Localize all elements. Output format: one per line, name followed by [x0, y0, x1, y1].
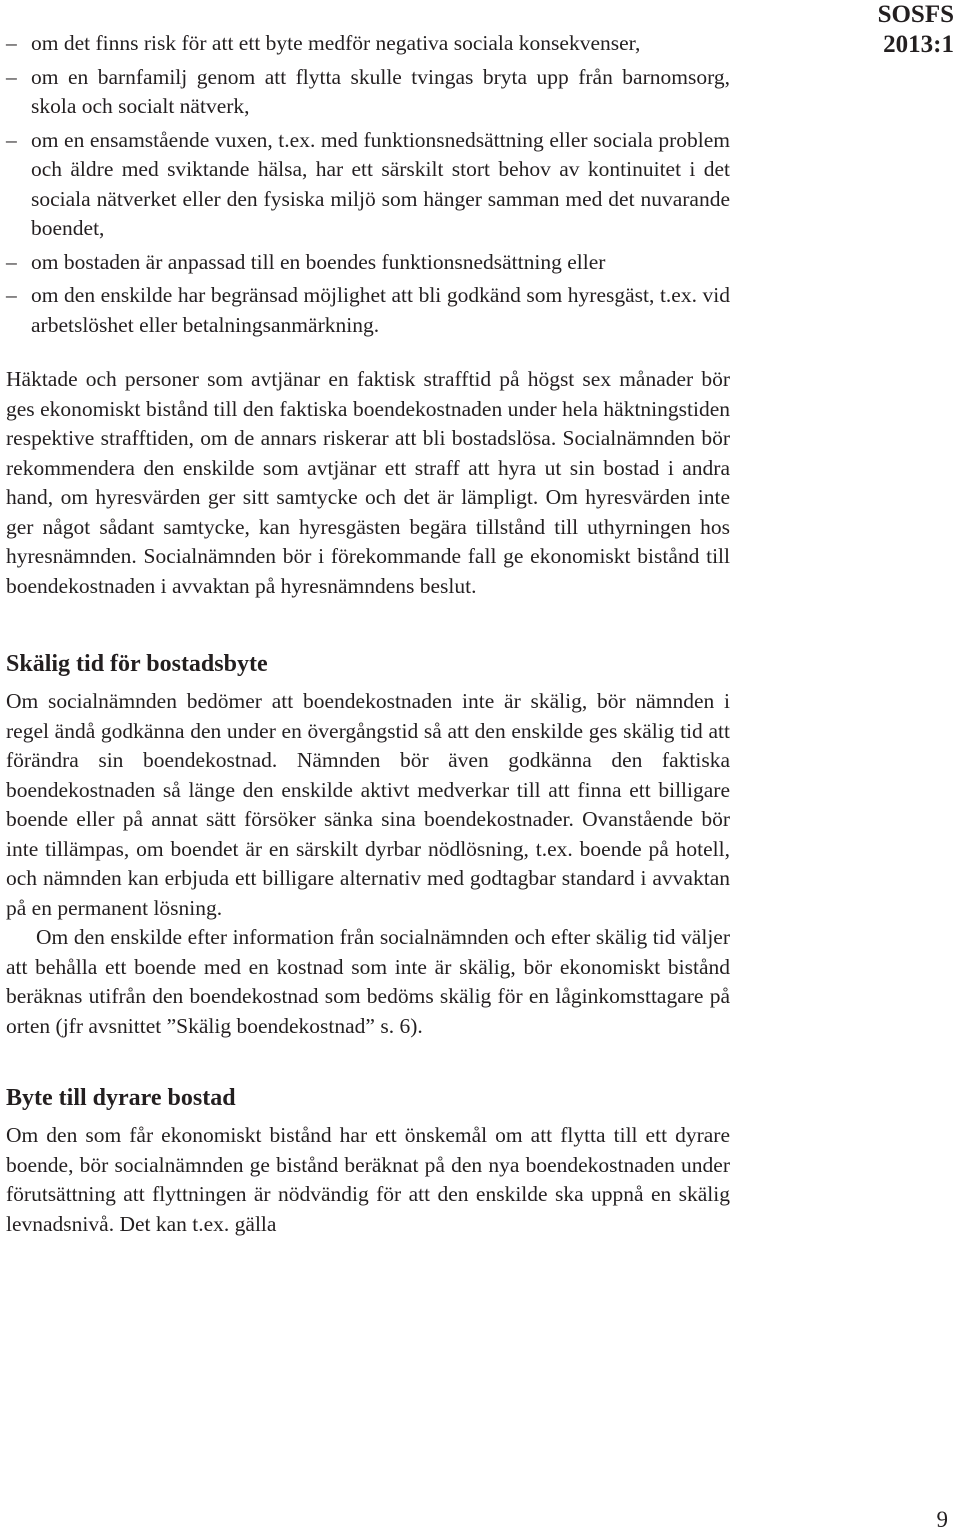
- list-item: – om en barnfamilj genom att flytta skulle tvingas bryta upp från barnomsorg, skola och socialt nätverk,: [6, 63, 730, 122]
- section-heading-reasonable-time: Skälig tid för bostadsbyte: [6, 651, 268, 677]
- document-identifier: [854, 0, 954, 60]
- page-number: 9: [936, 1507, 948, 1532]
- list-item: – om bostaden är anpassad till en boendes funktionsnedsättning eller: [6, 248, 730, 278]
- list-item: – om den enskilde har begränsad möjlighet att bli godkänd som hyresgäst, t.ex. vid arbetslöshet eller betalningsanmärkning.: [6, 281, 730, 340]
- paragraph-reasonable-time-2: Om den enskilde efter information från socialnämnden och efter skälig tid väljer att behålla ett boende med en kostnad som inte är skälig, bör ekonomiskt bistånd beräknas utifrån den boendekostnad som bedöms skälig för en låginkomsttagare på orten (jfr avsnittet ”Skälig boendekostnad” s. 6).: [6, 925, 730, 1038]
- paragraph-reasonable-time-1: Om socialnämnden bedömer att boendekostnaden inte är skälig, bör nämnden i regel ändå godkänna den under en övergångstid så att den enskilde ges skälig tid att förändra sin boendekostnad. Nämnden bör även godkänna den faktiska boendekostnaden så länge den enskilde aktivt medverkar till att finna ett billigare boende eller på annat sätt försöker sänka sina boendekostnader. Ovanstående bör inte tillämpas, om boendet är en särskilt dyrbar nödlösning, t.ex. boende på hotell, och nämnden kan erbjuda ett billigare alternativ med godtagbar standard i avvaktan på en permanent lösning.: [6, 689, 730, 920]
- paragraph-detained-persons: Häktade och personer som avtjänar en faktisk strafftid på högst sex månader bör ges ekonomiskt bistånd till den faktiska boendekostnaden under hela häktningstiden respektive strafftiden, om de annars riskerar att bli bostadslösa. Socialnämnden bör rekommendera den enskilde som avtjänar ett straff att hyra ut sin bostad i andra hand, om hyresvärden ger sitt samtycke och det är lämpligt. Om hyresvärden inte ger något sådant samtycke, kan hyresgästen begära tillstånd till uthyrningen hos hyresnämnden. Socialnämnden bör i förekommande fall ge ekonomiskt bistånd till boendekostnaden i avvaktan på hyresnämndens beslut.: [6, 367, 730, 598]
- criteria-list: [6, 29, 730, 340]
- section-heading-more-expensive-housing: Byte till dyrare bostad: [6, 1085, 236, 1111]
- list-item: – om en ensamstående vuxen, t.ex. med funktionsnedsättning eller sociala problem och äldre med sviktande hälsa, har ett särskilt stort behov av kontinuitet i det sociala nätverket eller den fysiska miljö som hänger samman med det nuvarande boendet,: [6, 126, 730, 244]
- doc-code: SOSFS: [877, 1, 954, 28]
- doc-number: 2013:1: [883, 31, 954, 58]
- page-content: [6, 29, 730, 1239]
- list-item: – om det finns risk för att ett byte medför negativa sociala konsekvenser,: [6, 29, 730, 59]
- paragraph-more-expensive-housing: Om den som får ekonomiskt bistånd har ett önskemål om att flytta till ett dyrare boende, bör socialnämnden ge bistånd beräknat på den nya boendekostnaden under förutsättning att flyttningen är nödvändig för att den enskilde ska uppnå en skälig levnadsnivå. Det kan t.ex. gälla: [6, 1123, 730, 1236]
